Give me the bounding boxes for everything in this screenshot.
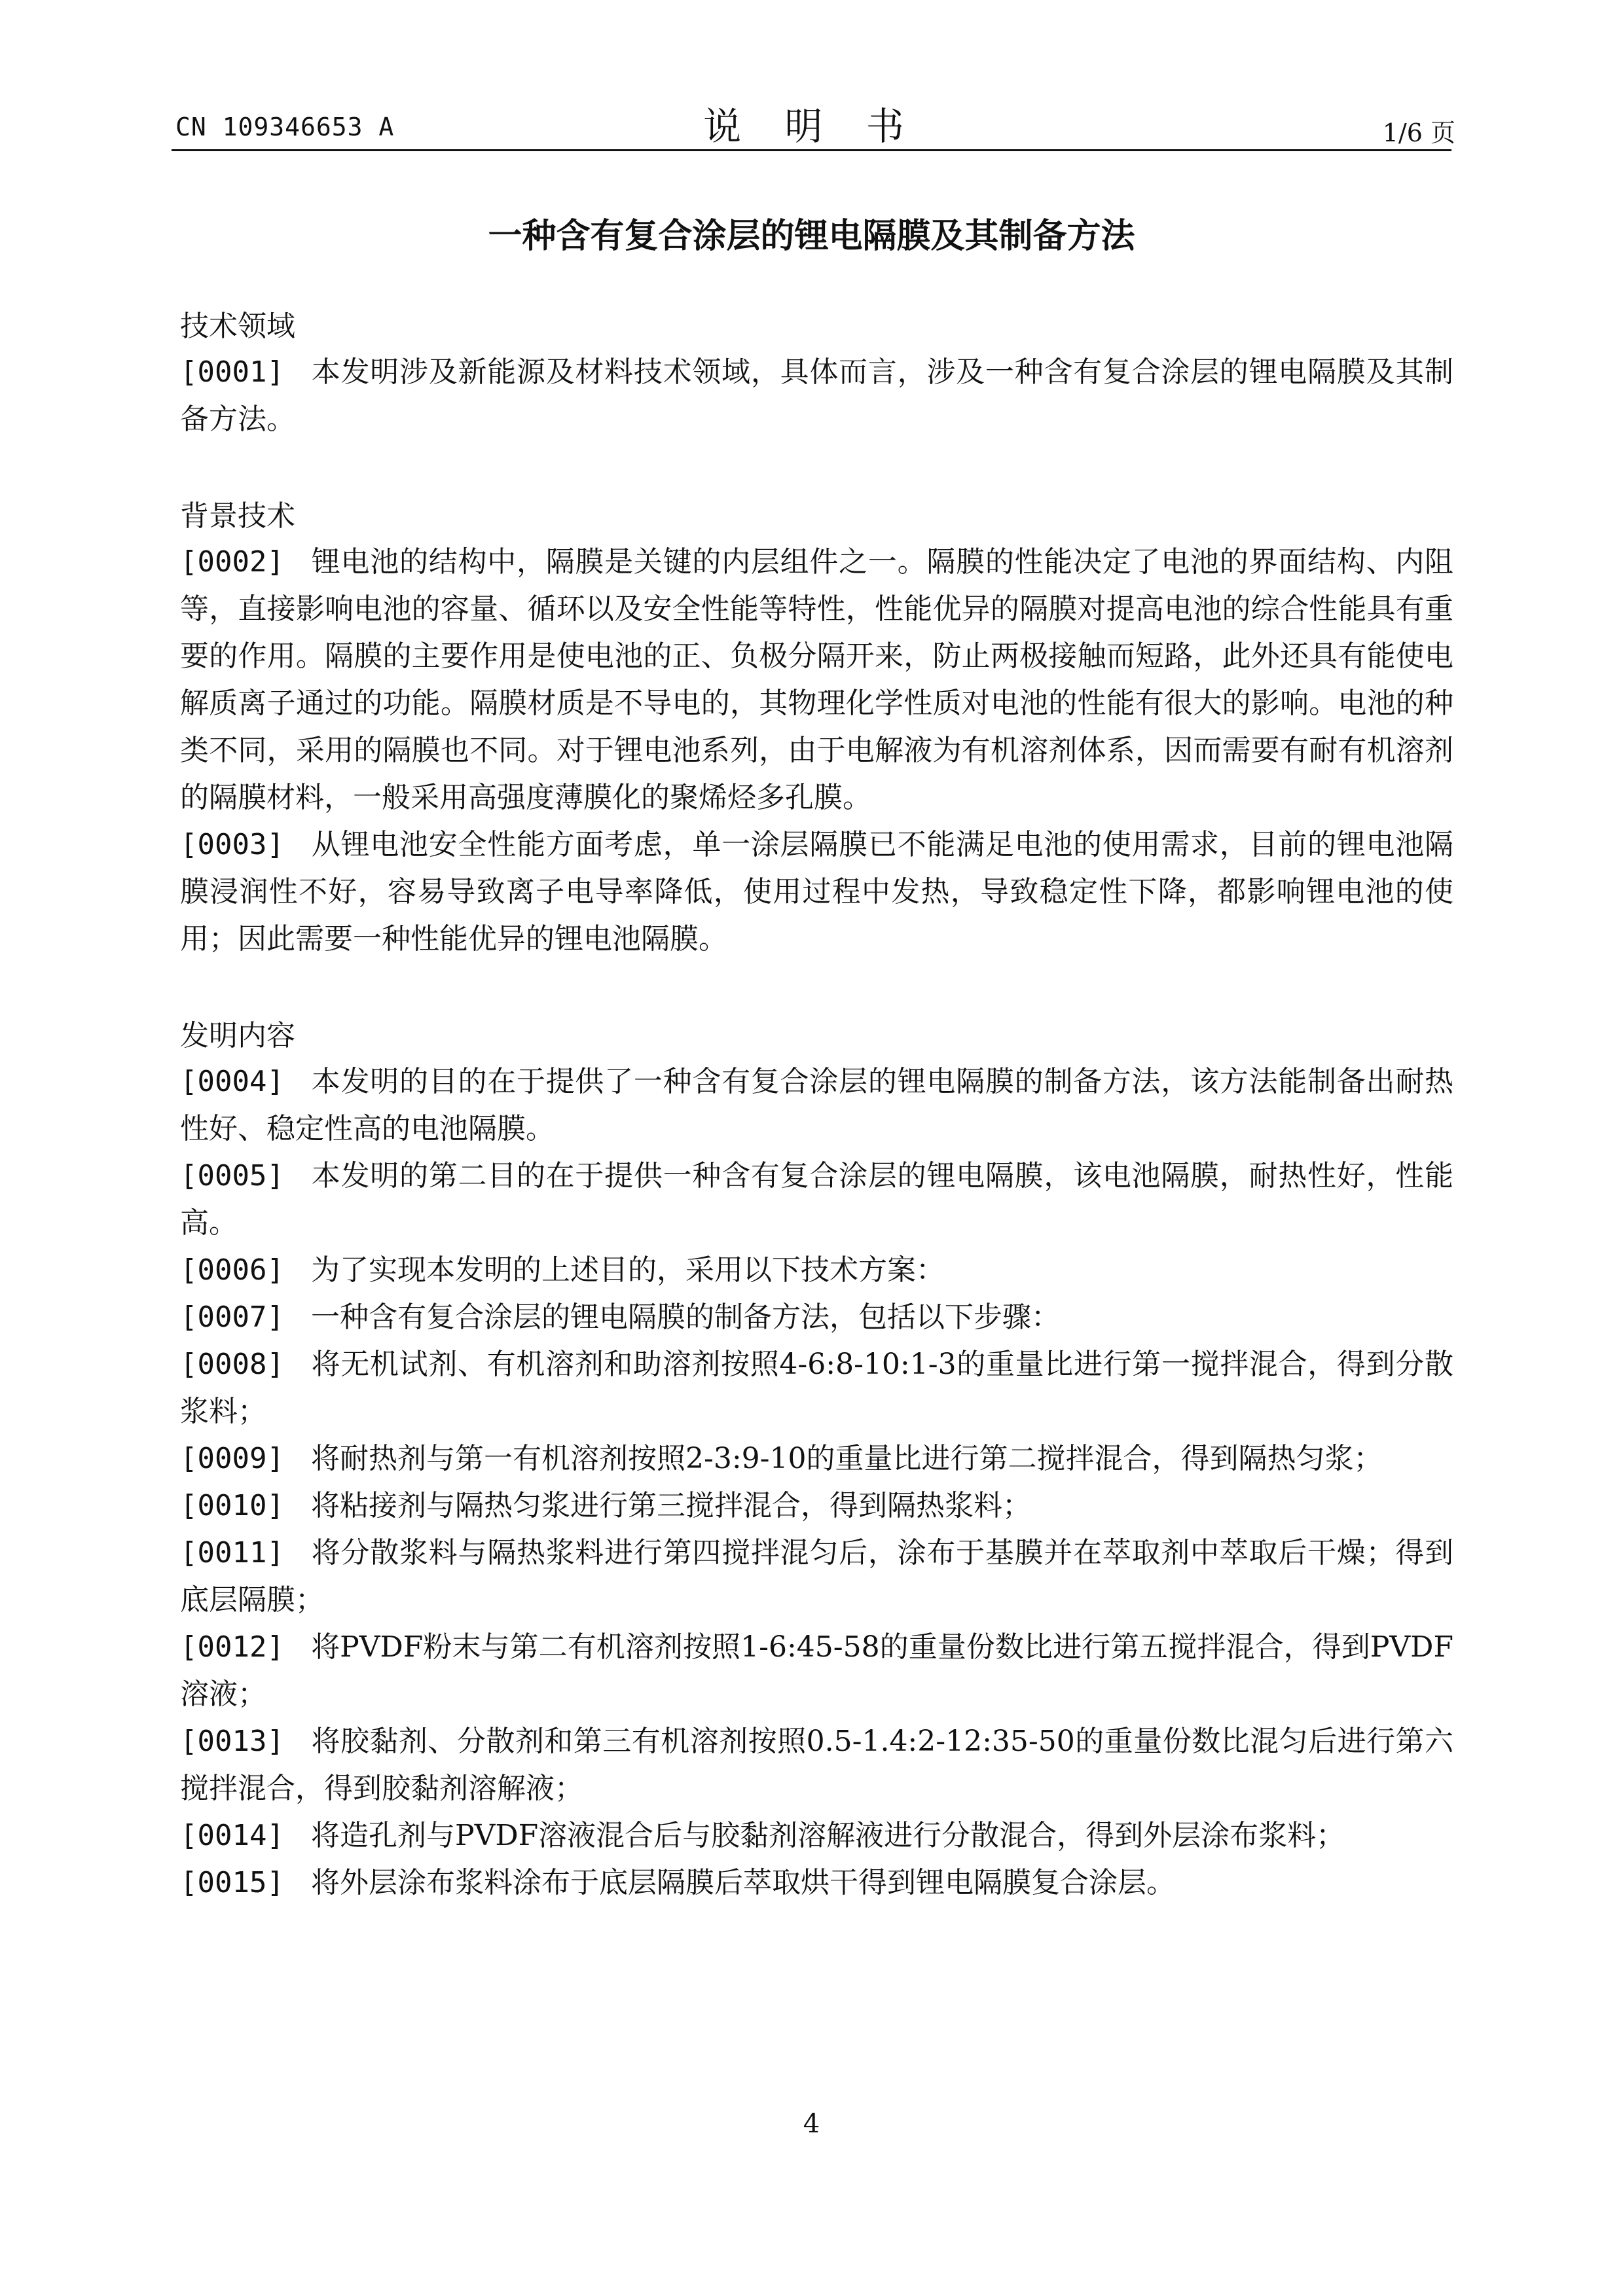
paragraph <box>180 1530 1453 1624</box>
section-heading-background: 背景技术 <box>180 499 295 533</box>
page-number: 4 <box>803 2109 820 2139</box>
paragraph <box>180 1294 1453 1341</box>
document-body <box>180 304 1453 1907</box>
paragraph-number: [0009] <box>180 1442 284 1475</box>
paragraph-number: [0004] <box>180 1065 284 1098</box>
paragraph-text: 将PVDF粉末与第二有机溶剂按照1-6:45-58的重量份数比进行第五搅拌混合，得到PVDF溶液； <box>180 1630 1453 1711</box>
paragraph-number: [0002] <box>180 545 284 579</box>
paragraph <box>180 1341 1453 1435</box>
paragraph-number: [0012] <box>180 1630 284 1664</box>
paragraph-number: [0015] <box>180 1866 284 1899</box>
paragraph-text: 本发明的目的在于提供了一种含有复合涂层的锂电隔膜的制备方法，该方法能制备出耐热性好、稳定性高的电池隔膜。 <box>180 1065 1453 1145</box>
paragraph-number: [0006] <box>180 1253 284 1287</box>
paragraph <box>180 1058 1453 1153</box>
paragraph-text: 将造孔剂与PVDF溶液混合后与胶黏剂溶解液进行分散混合，得到外层涂布浆料； <box>311 1819 1345 1852</box>
document-type-title: 说 明 书 <box>703 104 920 149</box>
paragraph-number: [0007] <box>180 1300 284 1334</box>
paragraph-text: 一种含有复合涂层的锂电隔膜的制备方法，包括以下步骤： <box>311 1300 1060 1334</box>
paragraph-number: [0011] <box>180 1536 284 1570</box>
paragraph-number: [0010] <box>180 1489 284 1522</box>
paragraph <box>180 1482 1453 1530</box>
paragraph-number: [0013] <box>180 1725 284 1758</box>
paragraph-text: 将外层涂布浆料涂布于底层隔膜后萃取烘干得到锂电隔膜复合涂层。 <box>311 1866 1175 1899</box>
page-indicator: 1/6 页 <box>1382 118 1455 147</box>
paragraph-number: [0003] <box>180 828 284 861</box>
paragraph-text: 本发明的第二目的在于提供一种含有复合涂层的锂电隔膜，该电池隔膜，耐热性好，性能高。 <box>180 1159 1453 1240</box>
paragraph-text: 锂电池的结构中，隔膜是关键的内层组件之一。隔膜的性能决定了电池的界面结构、内阻等，直接影响电池的容量、循环以及安全性能等特性，性能优异的隔膜对提高电池的综合性能具有重要的作用。隔膜的主要作用是使电池的正、负极分隔开来，防止两极接触而短路，此外还具有能使电解质离子通过的功能。隔膜材质是不导电的，其物理化学性质对电池的性能有很大的影响。电池的种类不同，采用的隔膜也不同。对于锂电池系列，由于电解液为有机溶剂体系，因而需要有耐有机溶剂的隔膜材料，一般采用高强度薄膜化的聚烯烃多孔膜。 <box>180 545 1453 814</box>
paragraph <box>180 1812 1453 1859</box>
paragraph-number: [0001] <box>180 355 284 389</box>
paragraph <box>180 1718 1453 1812</box>
section-heading-technical-field: 技术领域 <box>180 310 295 343</box>
paragraph-text: 为了实现本发明的上述目的，采用以下技术方案： <box>311 1253 945 1287</box>
paragraph <box>180 539 1453 821</box>
paragraph-number: [0005] <box>180 1159 284 1193</box>
paragraph-text: 将粘接剂与隔热匀浆进行第三搅拌混合，得到隔热浆料； <box>311 1489 1031 1522</box>
paragraph-text: 将分散浆料与隔热浆料进行第四搅拌混匀后，涂布于基膜并在萃取剂中萃取后干燥；得到底层隔膜； <box>180 1536 1453 1617</box>
paragraph <box>180 821 1453 963</box>
paragraph <box>180 1435 1453 1482</box>
paragraph-text: 将无机试剂、有机溶剂和助溶剂按照4-6:8-10:1-3的重量比进行第一搅拌混合，得到分散浆料； <box>180 1348 1453 1428</box>
paragraph-text: 将耐热剂与第一有机溶剂按照2-3:9-10的重量比进行第二搅拌混合，得到隔热匀浆； <box>311 1442 1383 1475</box>
paragraph-text: 将胶黏剂、分散剂和第三有机溶剂按照0.5-1.4:2-12:35-50的重量份数比混匀后进行第六搅拌混合，得到胶黏剂溶解液； <box>180 1725 1453 1805</box>
header-rule <box>172 149 1451 151</box>
paragraph <box>180 1247 1453 1294</box>
document-title: 一种含有复合涂层的锂电隔膜及其制备方法 <box>488 217 1135 256</box>
paragraph-text: 从锂电池安全性能方面考虑，单一涂层隔膜已不能满足电池的使用需求，目前的锂电池隔膜浸润性不好，容易导致离子电导率降低，使用过程中发热，导致稳定性下降，都影响锂电池的使用；因此需要一种性能优异的锂电池隔膜。 <box>180 828 1453 956</box>
paragraph-text: 本发明涉及新能源及材料技术领域，具体而言，涉及一种含有复合涂层的锂电隔膜及其制备方法。 <box>180 355 1453 436</box>
patent-number: CN 109346653 A <box>175 113 395 141</box>
paragraph-number: [0008] <box>180 1348 284 1381</box>
paragraph <box>180 1153 1453 1247</box>
paragraph-number: [0014] <box>180 1819 284 1852</box>
paragraph <box>180 1624 1453 1718</box>
section-heading-invention-content: 发明内容 <box>180 1019 295 1052</box>
paragraph <box>180 1859 1453 1907</box>
paragraph <box>180 349 1453 443</box>
